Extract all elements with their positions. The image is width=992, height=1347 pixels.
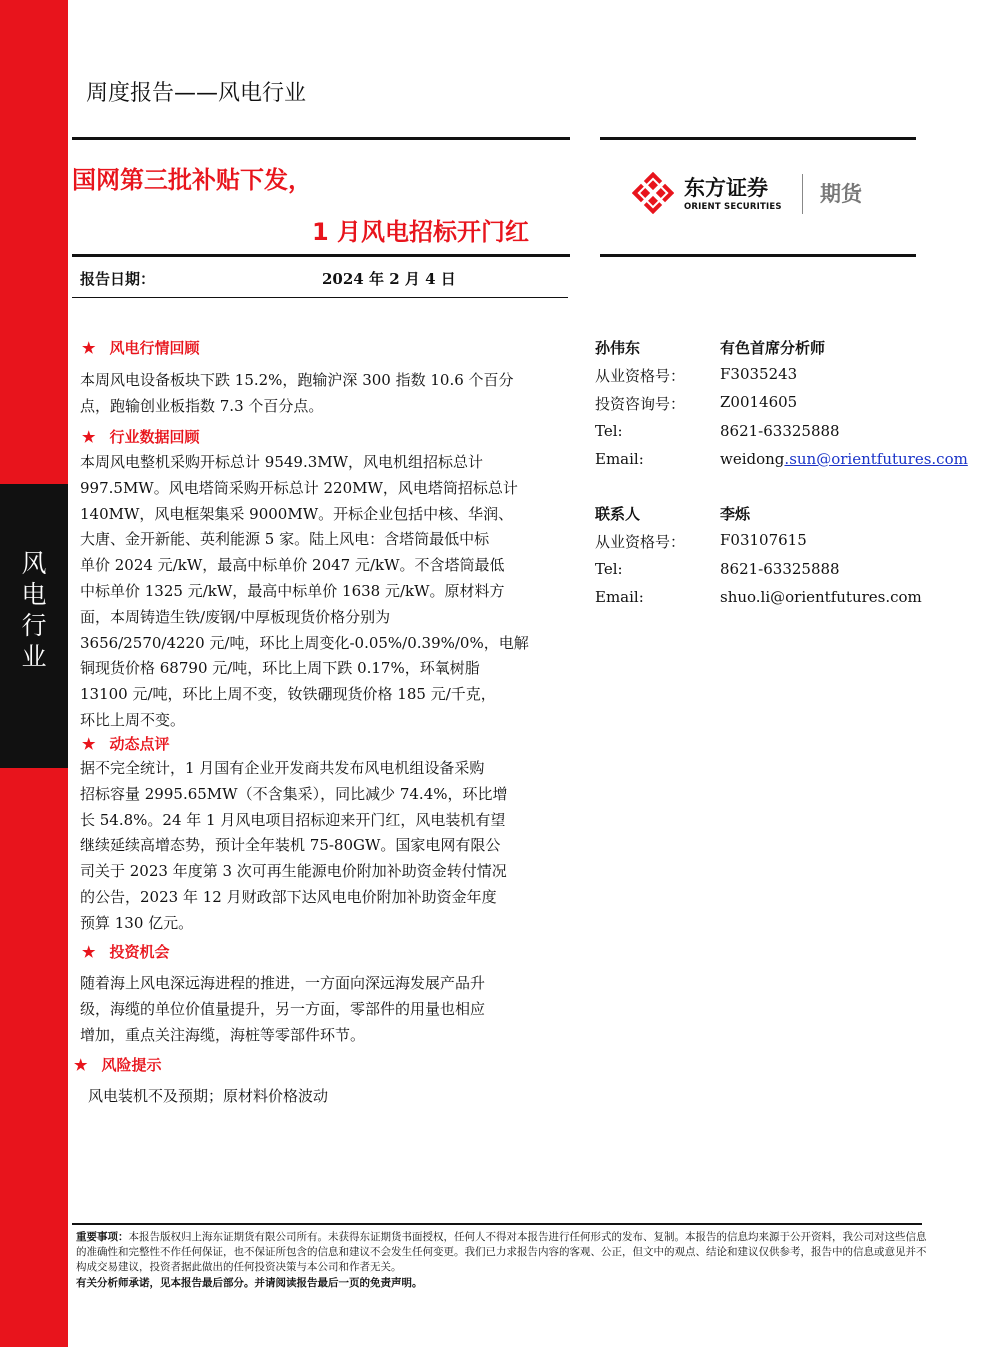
contact-email[interactable]: shuo.li@orientfutures.com xyxy=(720,588,922,606)
header-rule-left-top xyxy=(72,137,570,140)
analyst-name: 孙伟东 xyxy=(595,339,641,357)
header-rule-left-bottom xyxy=(72,254,570,257)
analyst-field-value: F3035243 xyxy=(720,365,798,383)
side-category-label xyxy=(0,548,68,672)
analyst-field-label: 从业资格号： xyxy=(595,367,686,385)
side-char: 业 xyxy=(21,642,47,671)
report-type: 周度报告——风电行业 xyxy=(86,81,307,106)
email-link[interactable]: .sun@orientfutures.com xyxy=(784,450,968,468)
disclaimer-body: 本报告版权归上海东证期货有限公司所有。未获得东证期货书面授权，任何人不得对本报告进行任何形式的发布、复制。本报告的信息均来源于公开资料，我公司对这些信息的准确性和完整性不作任何保证，也不保证所包含的信息和建议不会发生任何变更。我们已力求报告内容的客观、公正，但文中的观点、结论和建议仅供参考，报告中的信息或意见并不构成交易建议，投资者据此做出的任何投资决策与本公司和作者无关。 xyxy=(76,1231,927,1274)
section-heading: ★ 风电行情回顾 xyxy=(82,339,200,357)
disclaimer xyxy=(76,1230,928,1291)
report-title-line1: 国网第三批补贴下发， xyxy=(72,166,312,194)
section-paragraph: 据不完全统计，1 月国有企业开发商共发布风电机组设备采购 招标容量 2995.65MW（不含集采），同比减少 74.4%，环比增 长 54.8%。24 年 1 月风电项目招标迎来开门红，风电装机有望 继续延续高增态势，预计全年装机 75-80GW。国家电网有限公 司关于 2023 年度第 3 次可再生能源电价附加补助资金转付情况 的公告，2023 年 12 月财政部下达风电电价附加补助资金年度 预算 130 亿元。 xyxy=(80,759,508,932)
section-heading: ★ 动态点评 xyxy=(82,735,170,753)
analyst-field-label: Email: xyxy=(595,450,644,468)
analyst-field-value: Z0014605 xyxy=(720,393,798,411)
contact-field-label: Tel: xyxy=(595,560,623,578)
logo-divider xyxy=(802,174,803,214)
section-paragraph: 随着海上风电深远海进程的推进，一方面向深远海发展产品升 级，海缆的单位价值量提升，另一方面，零部件的用量也相应 增加，重点关注海缆，海桩等零部件环节。 xyxy=(80,974,486,1044)
logo-name-cn: 东方证券 xyxy=(684,176,768,200)
contact-field-label: Email: xyxy=(595,588,644,606)
logo-subbrand: 期货 xyxy=(820,182,862,206)
header-rule-right-bottom xyxy=(600,254,916,257)
date-rule xyxy=(72,297,568,298)
contact-field-value: F03107615 xyxy=(720,531,807,549)
footer-rule xyxy=(72,1223,922,1225)
analyst-email[interactable]: weidong.sun@orientfutures.com xyxy=(720,450,968,468)
side-char: 行 xyxy=(21,611,47,640)
section-heading: ★ 行业数据回顾 xyxy=(82,428,200,446)
star-icon: ★ xyxy=(82,428,96,446)
report-date: 2024 年 2 月 4 日 xyxy=(322,270,456,288)
logo-name-en: ORIENT SECURITIES xyxy=(684,202,782,212)
disclaimer-lead: 重要事项： xyxy=(76,1231,129,1243)
star-icon: ★ xyxy=(74,1056,88,1074)
contact-label: 联系人 xyxy=(595,505,641,523)
disclaimer-last: 有关分析师承诺，见本报告最后部分。并请阅读报告最后一页的免责声明。 xyxy=(76,1276,423,1289)
contact-field-value: 8621-63325888 xyxy=(720,560,840,578)
date-label: 报告日期： xyxy=(80,270,156,288)
analyst-title: 有色首席分析师 xyxy=(720,339,826,357)
side-char: 风 xyxy=(21,549,47,578)
report-title-line2: 1 月风电招标开门红 xyxy=(312,218,530,246)
risk-text: 风电装机不及预期；原材料价格波动 xyxy=(88,1087,329,1105)
contact-name: 李烁 xyxy=(720,505,751,523)
section-paragraph: 本周风电设备板块下跌 15.2%，跑输沪深 300 指数 10.6 个百分 点，跑输创业板指数 7.3 个百分点。 xyxy=(80,371,514,415)
company-logo xyxy=(632,172,872,216)
star-icon: ★ xyxy=(82,339,96,357)
side-char: 电 xyxy=(21,580,47,609)
section-paragraph: 本周风电整机采购开标总计 9549.3MW，风电机组招标总计 997.5MW。风电塔筒采购开标总计 220MW，风电塔筒招标总计 140MW，风电框架集采 9000MW。开标企业包括中核、华润、 大唐、金开新能、英利能源 5 家。陆上风电：含塔筒最低中标 单价 2024 元/kW，最高中标单价 2047 元/kW。不含塔筒最低 中标单价 1325 元/kW，最高中标单价 1638 元/kW。原材料方 面，本周铸造生铁/废钢/中厚板现货价格分别为 3656/2570/4220 元/吨，环比上周变化-0.05%/0.39%/0%，电解 铜现货价格 68790 元/吨，环比上周下跌 0.17%，环氧树脂 13100 元/吨，环比上周不变，钕铁硼现货价格 185 元/千克， 环比上周不变。 xyxy=(80,453,529,729)
orient-logo-icon xyxy=(632,172,674,214)
analyst-field-value: 8621-63325888 xyxy=(720,422,840,440)
analyst-field-label: Tel: xyxy=(595,422,623,440)
star-icon: ★ xyxy=(82,735,96,753)
star-icon: ★ xyxy=(82,943,96,961)
analyst-field-label: 投资咨询号： xyxy=(595,395,686,413)
contact-field-label: 从业资格号： xyxy=(595,533,686,551)
header-rule-right-top xyxy=(600,137,916,140)
section-heading: ★ 投资机会 xyxy=(82,943,170,961)
section-heading: ★ 风险提示 xyxy=(74,1056,162,1074)
